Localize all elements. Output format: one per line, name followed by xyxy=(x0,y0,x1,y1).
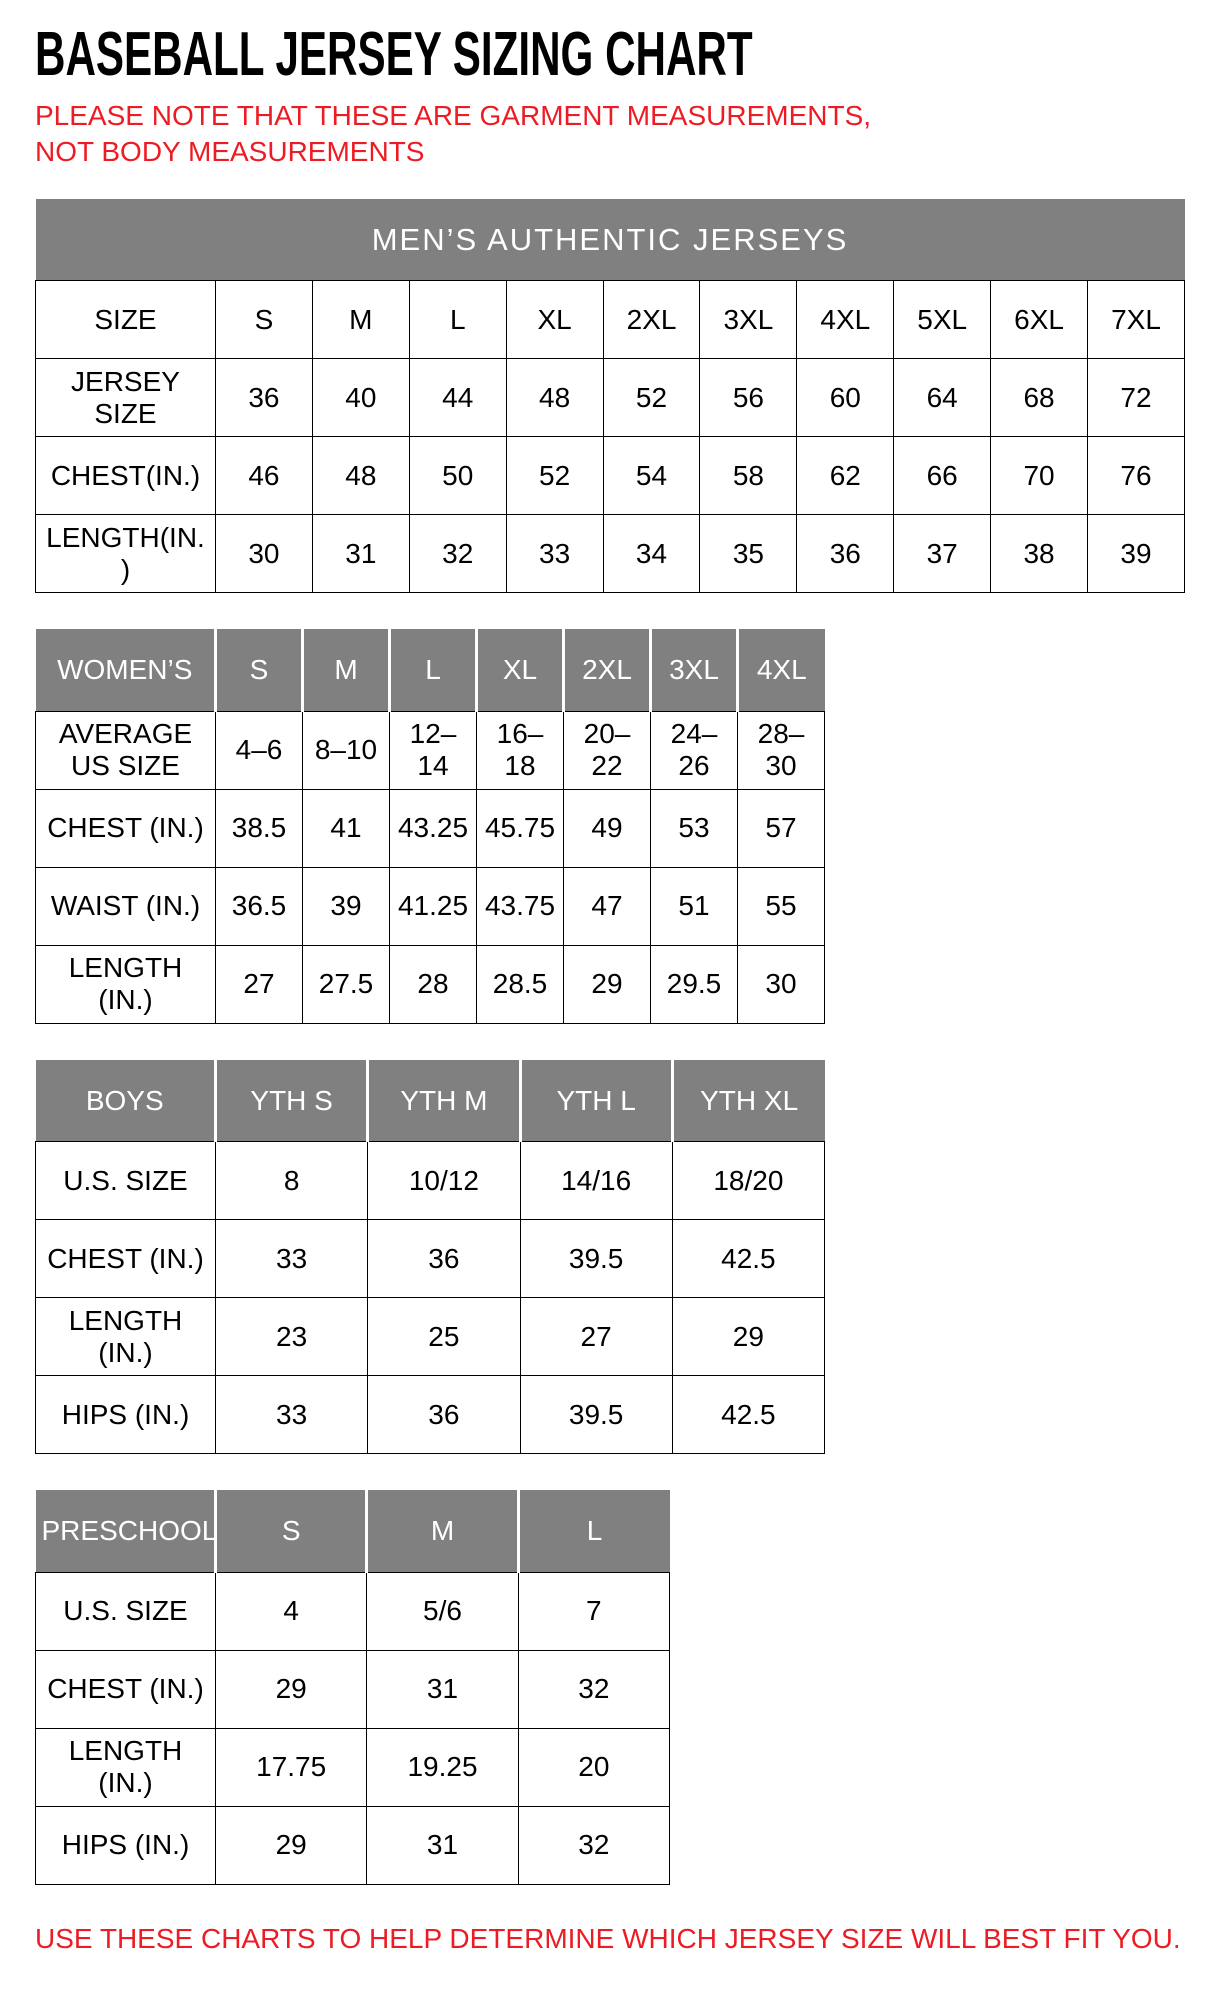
table-row xyxy=(36,945,825,1023)
table-row xyxy=(36,281,1185,359)
cell-value: 36 xyxy=(797,515,894,593)
table-row xyxy=(36,437,1185,515)
cell-value: 58 xyxy=(700,437,797,515)
cell-value: 36 xyxy=(368,1376,520,1454)
boys-sizing-table xyxy=(35,1060,825,1455)
cell-value: 42.5 xyxy=(672,1220,824,1298)
column-header: 3XL xyxy=(651,629,738,711)
row-label-header: WOMEN’S xyxy=(36,629,216,711)
womens-sizing-table xyxy=(35,629,825,1024)
cell-value: 47 xyxy=(564,867,651,945)
row-label: U.S. SIZE xyxy=(36,1572,216,1650)
cell-value: 39.5 xyxy=(520,1220,672,1298)
cell-value: 4 xyxy=(216,1572,367,1650)
cell-value: 29.5 xyxy=(651,945,738,1023)
row-label-header: BOYS xyxy=(36,1060,216,1142)
cell-value: 53 xyxy=(651,789,738,867)
row-label: LENGTH (IN.) xyxy=(36,1728,216,1806)
cell-value: 4XL xyxy=(797,281,894,359)
cell-value: 49 xyxy=(564,789,651,867)
cell-value: 45.75 xyxy=(477,789,564,867)
cell-value: 48 xyxy=(506,359,603,437)
cell-value: 41 xyxy=(303,789,390,867)
cell-value: 33 xyxy=(506,515,603,593)
cell-value: 7XL xyxy=(1088,281,1185,359)
cell-value: 33 xyxy=(216,1220,368,1298)
cell-value: 6XL xyxy=(991,281,1088,359)
cell-value: 5XL xyxy=(894,281,991,359)
column-header: 4XL xyxy=(738,629,825,711)
column-header: YTH S xyxy=(216,1060,368,1142)
cell-value: 2XL xyxy=(603,281,700,359)
table-row xyxy=(36,1220,825,1298)
preschool-sizing-table xyxy=(35,1490,670,1885)
cell-value: 52 xyxy=(506,437,603,515)
cell-value: 12–14 xyxy=(390,711,477,789)
cell-value: 33 xyxy=(216,1376,368,1454)
cell-value: 17.75 xyxy=(216,1728,367,1806)
cell-value: 56 xyxy=(700,359,797,437)
cell-value: 50 xyxy=(409,437,506,515)
row-label: U.S. SIZE xyxy=(36,1142,216,1220)
cell-value: L xyxy=(409,281,506,359)
table-header-row xyxy=(36,1060,825,1142)
column-header: M xyxy=(367,1490,518,1572)
cell-value: 70 xyxy=(991,437,1088,515)
footer-note: USE THESE CHARTS TO HELP DETERMINE WHICH JERSEY SIZE WILL BEST FIT YOU. xyxy=(35,1922,1181,1954)
cell-value: 57 xyxy=(738,789,825,867)
cell-value: 43.75 xyxy=(477,867,564,945)
cell-value: 44 xyxy=(409,359,506,437)
table-row xyxy=(36,867,825,945)
table-title-bar: MEN’S AUTHENTIC JERSEYS xyxy=(36,199,1185,281)
cell-value: 31 xyxy=(367,1806,518,1884)
table-title-row xyxy=(36,199,1185,281)
cell-value: 32 xyxy=(518,1650,669,1728)
row-label: SIZE xyxy=(36,281,216,359)
row-label: HIPS (IN.) xyxy=(36,1806,216,1884)
cell-value: 42.5 xyxy=(672,1376,824,1454)
cell-value: 72 xyxy=(1088,359,1185,437)
cell-value: 32 xyxy=(518,1806,669,1884)
column-header: XL xyxy=(477,629,564,711)
cell-value: 66 xyxy=(894,437,991,515)
cell-value: 43.25 xyxy=(390,789,477,867)
table-row xyxy=(36,1142,825,1220)
cell-value: 27.5 xyxy=(303,945,390,1023)
cell-value: 54 xyxy=(603,437,700,515)
cell-value: 39.5 xyxy=(520,1376,672,1454)
cell-value: 4–6 xyxy=(216,711,303,789)
column-header: M xyxy=(303,629,390,711)
cell-value: 36 xyxy=(216,359,313,437)
row-label: LENGTH (IN.) xyxy=(36,945,216,1023)
cell-value: 39 xyxy=(303,867,390,945)
cell-value: 38 xyxy=(991,515,1088,593)
cell-value: 62 xyxy=(797,437,894,515)
cell-value: 29 xyxy=(672,1298,824,1376)
cell-value: 64 xyxy=(894,359,991,437)
page-title: BASEBALL JERSEY SIZING CHART xyxy=(35,20,753,89)
cell-value: 7 xyxy=(518,1572,669,1650)
cell-value: 40 xyxy=(312,359,409,437)
column-header: L xyxy=(518,1490,669,1572)
row-label: CHEST (IN.) xyxy=(36,1650,216,1728)
cell-value: 35 xyxy=(700,515,797,593)
cell-value: 28–30 xyxy=(738,711,825,789)
cell-value: 23 xyxy=(216,1298,368,1376)
cell-value: 19.25 xyxy=(367,1728,518,1806)
column-header: YTH M xyxy=(368,1060,520,1142)
row-label: WAIST (IN.) xyxy=(36,867,216,945)
cell-value: 38.5 xyxy=(216,789,303,867)
cell-value: 29 xyxy=(216,1806,367,1884)
cell-value: 51 xyxy=(651,867,738,945)
cell-value: 10/12 xyxy=(368,1142,520,1220)
column-header: S xyxy=(216,1490,367,1572)
table-row xyxy=(36,1728,670,1806)
cell-value: 30 xyxy=(216,515,313,593)
column-header: YTH L xyxy=(520,1060,672,1142)
cell-value: 60 xyxy=(797,359,894,437)
row-label: CHEST(IN.) xyxy=(36,437,216,515)
row-label: CHEST (IN.) xyxy=(36,789,216,867)
column-header: L xyxy=(390,629,477,711)
cell-value: 18/20 xyxy=(672,1142,824,1220)
table-row xyxy=(36,359,1185,437)
garment-measurement-note: PLEASE NOTE THAT THESE ARE GARMENT MEASUREMENTS, NOT BODY MEASUREMENTS xyxy=(35,100,872,168)
row-label: LENGTH (IN.) xyxy=(36,1298,216,1376)
table-row xyxy=(36,515,1185,593)
row-label: AVERAGE US SIZE xyxy=(36,711,216,789)
cell-value: 29 xyxy=(216,1650,367,1728)
table-row xyxy=(36,1806,670,1884)
cell-value: 8–10 xyxy=(303,711,390,789)
cell-value: 5/6 xyxy=(367,1572,518,1650)
cell-value: 3XL xyxy=(700,281,797,359)
table-row xyxy=(36,1298,825,1376)
cell-value: XL xyxy=(506,281,603,359)
cell-value: 36.5 xyxy=(216,867,303,945)
cell-value: 32 xyxy=(409,515,506,593)
table-row xyxy=(36,789,825,867)
row-label-header: PRESCHOOL xyxy=(36,1490,216,1572)
cell-value: 46 xyxy=(216,437,313,515)
cell-value: 55 xyxy=(738,867,825,945)
mens-authentic-jerseys-table xyxy=(35,199,1185,594)
table-row xyxy=(36,1572,670,1650)
cell-value: 37 xyxy=(894,515,991,593)
table-header-row xyxy=(36,1490,670,1572)
table-row xyxy=(36,1376,825,1454)
row-label: JERSEY SIZE xyxy=(36,359,216,437)
column-header: 2XL xyxy=(564,629,651,711)
column-header: YTH XL xyxy=(672,1060,824,1142)
cell-value: 31 xyxy=(312,515,409,593)
cell-value: 41.25 xyxy=(390,867,477,945)
cell-value: 36 xyxy=(368,1220,520,1298)
table-row xyxy=(36,711,825,789)
cell-value: M xyxy=(312,281,409,359)
row-label: LENGTH(IN.) xyxy=(36,515,216,593)
cell-value: 31 xyxy=(367,1650,518,1728)
cell-value: S xyxy=(216,281,313,359)
cell-value: 28 xyxy=(390,945,477,1023)
cell-value: 27 xyxy=(216,945,303,1023)
cell-value: 16–18 xyxy=(477,711,564,789)
cell-value: 24–26 xyxy=(651,711,738,789)
cell-value: 27 xyxy=(520,1298,672,1376)
row-label: HIPS (IN.) xyxy=(36,1376,216,1454)
cell-value: 29 xyxy=(564,945,651,1023)
cell-value: 28.5 xyxy=(477,945,564,1023)
cell-value: 20 xyxy=(518,1728,669,1806)
cell-value: 39 xyxy=(1088,515,1185,593)
table-row xyxy=(36,1650,670,1728)
row-label: CHEST (IN.) xyxy=(36,1220,216,1298)
cell-value: 30 xyxy=(738,945,825,1023)
cell-value: 68 xyxy=(991,359,1088,437)
cell-value: 48 xyxy=(312,437,409,515)
table-header-row xyxy=(36,629,825,711)
cell-value: 52 xyxy=(603,359,700,437)
cell-value: 76 xyxy=(1088,437,1185,515)
cell-value: 20–22 xyxy=(564,711,651,789)
cell-value: 34 xyxy=(603,515,700,593)
column-header: S xyxy=(216,629,303,711)
cell-value: 14/16 xyxy=(520,1142,672,1220)
cell-value: 25 xyxy=(368,1298,520,1376)
cell-value: 8 xyxy=(216,1142,368,1220)
